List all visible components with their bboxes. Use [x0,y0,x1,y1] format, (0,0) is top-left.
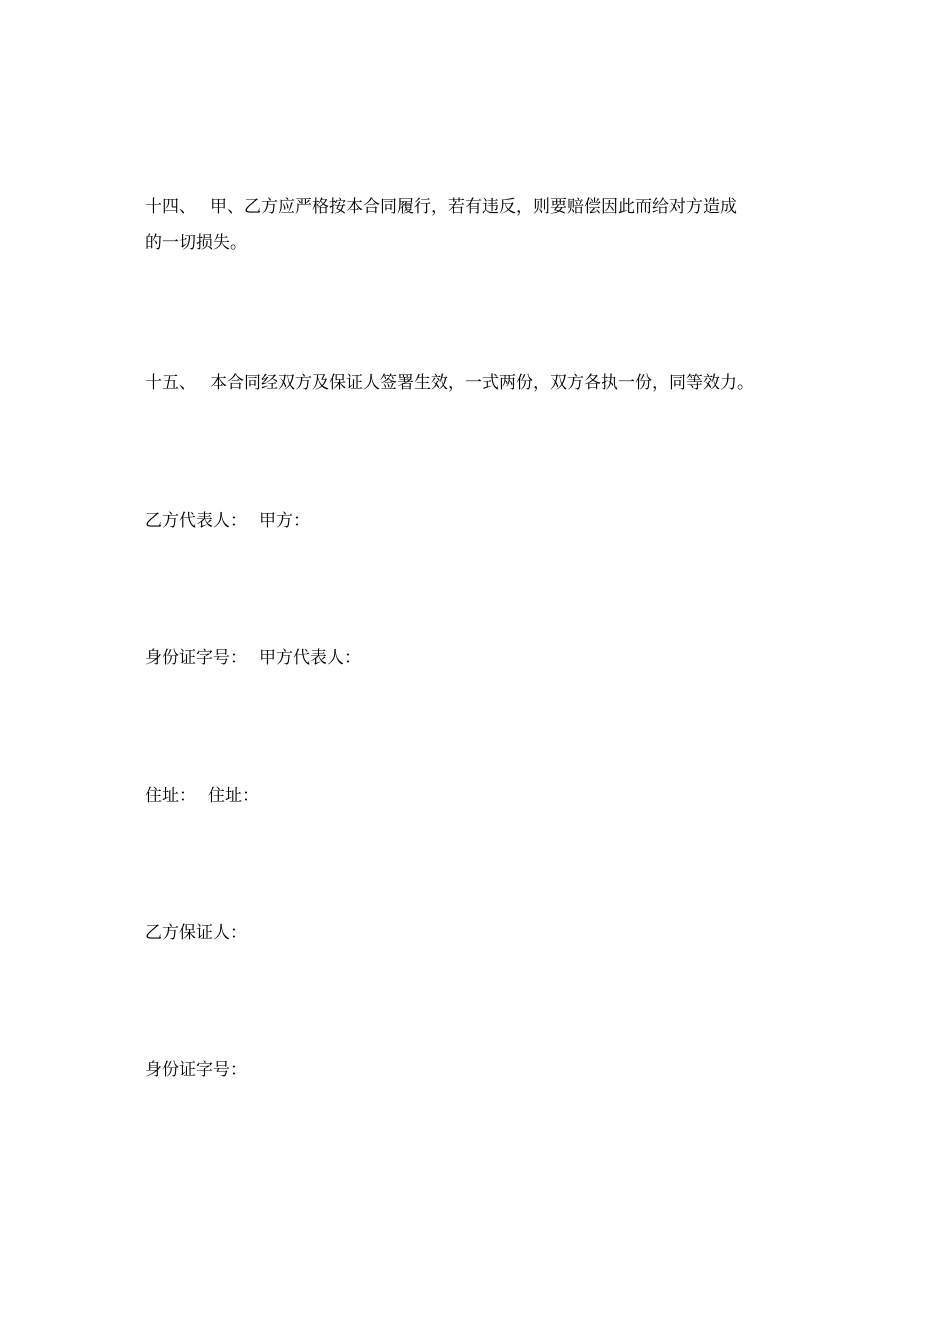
signature-row-2 [145,647,361,669]
clause-14-line-2: 的一切损失。 [145,233,247,253]
address-label-right: 住址： [208,786,259,806]
clause-15-line-1 [145,372,754,394]
id-number-label: 身份证字号： [145,648,247,668]
clause-15-text: 本合同经双方及保证人签署生效，一式两份，双方各执一份，同等效力。 [210,373,754,393]
guarantor-label: 乙方保证人： [145,923,247,943]
party-a-label: 甲方： [259,511,310,531]
clause-14-number: 十四、 [145,197,196,217]
signature-row-1 [145,510,310,532]
signature-row-3 [145,785,259,807]
party-a-representative-label: 甲方代表人： [259,648,361,668]
address-label-left: 住址： [145,786,196,806]
party-b-representative-label: 乙方代表人： [145,511,247,531]
clause-14-line-1 [145,196,737,218]
clause-14-text: 甲、乙方应严格按本合同履行，若有违反，则要赔偿因此而给对方造成 [210,197,737,217]
guarantor-id-label: 身份证字号： [145,1060,247,1080]
clause-15-number: 十五、 [145,373,196,393]
